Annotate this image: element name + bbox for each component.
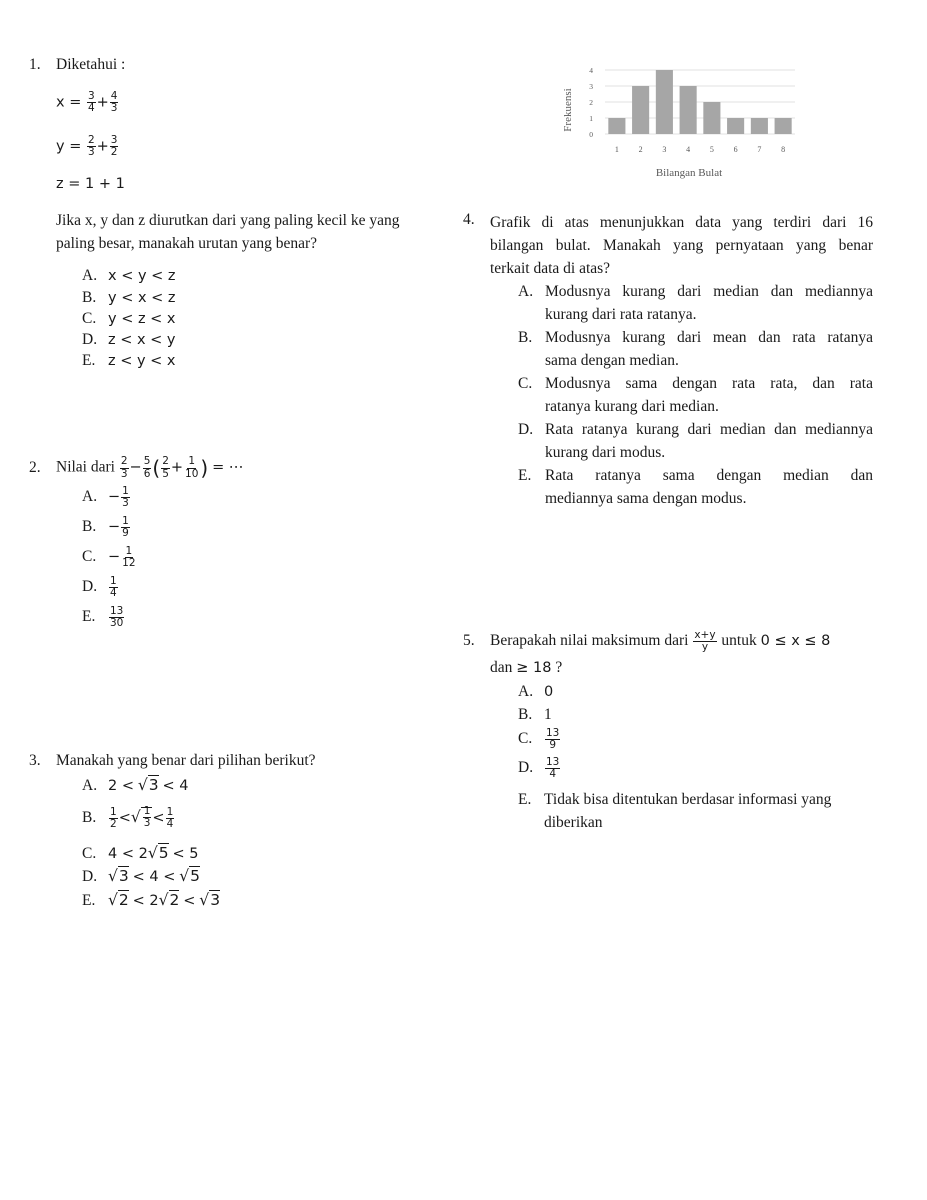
equation-z: z = 1 + 1 [56,176,125,192]
fraction: $\frac{1}{4}$ [110,575,117,600]
x-tick-label: 7 [757,145,762,154]
q5-option-a[interactable]: A. 0 [518,683,554,700]
q3-option-a[interactable]: A. 2 < √3 < 4 [82,776,189,794]
question-4: 4. Grafik di atas menunjukkan data yang terdiri dari 16 bilangan bulat. Manakah yang pernyataan yang benar terkait data di atas? [463,211,873,277]
q5-option-e[interactable]: E. Tidak bisa ditentukan berdasar informasi yang diberikan [518,791,832,831]
y-tick-label: 3 [589,82,593,91]
x-tick-label: 8 [781,145,786,154]
bar-3 [656,70,673,134]
fraction: $\frac{1}{9}$ [122,515,129,540]
q4-option-c[interactable]: C. Modusnya sama dengan rata rata, dan rata ratanya kurang dari median. [518,375,873,415]
x-tick-label: 3 [662,145,667,154]
y-tick-label: 2 [589,98,593,107]
y-tick-label: 4 [589,66,593,75]
q2-option-e[interactable]: E. $\frac{13}{30}$ [82,605,124,630]
q1-option-d[interactable]: D. z < x < y [82,331,176,348]
question-number: 1. [29,56,41,73]
x-tick-label: 2 [638,145,643,154]
frequency-bar-chart [555,60,805,185]
bar-5 [703,102,720,134]
x-tick-label: 6 [733,145,738,154]
q3-option-b[interactable]: B. $\frac{1}{2}$ <√ $\frac{1}{3}$ < $\frac{1}{4}$ [82,805,174,830]
question-1 [29,56,125,74]
fraction: $\frac{1}{12}$ [122,545,136,570]
q1-option-a[interactable]: A. x < y < z [82,267,176,284]
q4-option-b[interactable]: B. Modusnya kurang dari mean dan rata ratanya sama dengan median. [518,329,873,369]
question-2: 2. Nilai dari $\frac{2}{3}$ − $\frac{5}{6}$ ( $\frac{2}{5}$ + $\frac{1}{10}$ ) = ⋯ [29,455,244,480]
q4-option-e[interactable]: E. Rata ratanya sama dengan median dan mediannya sama dengan modus. [518,467,873,507]
q3-option-e[interactable]: E. √2 < 2√2 < √3 [82,891,221,909]
bar-2 [632,86,649,134]
q2-option-d[interactable]: D. $\frac{1}{4}$ [82,575,117,600]
q4-option-d[interactable]: D. Rata ratanya kurang dari median dan mediannya kurang dari modus. [518,421,873,461]
q4-option-a[interactable]: A. Modusnya kurang dari median dan mediannya kurang dari rata ratanya. [518,283,873,323]
question-3: 3. Manakah yang benar dari pilihan berikut? [29,752,316,769]
fraction: $\frac{1}{3}$ [122,485,129,510]
q2-option-a[interactable]: A. − $\frac{1}{3}$ [82,485,129,510]
q1-option-b[interactable]: B. y < x < z [82,289,176,306]
x-tick-label: 5 [709,145,714,154]
bar-8 [775,118,792,134]
q1-option-c[interactable]: C. y < z < x [82,310,176,327]
q3-option-d[interactable]: D. √3 < 4 < √5 [82,867,201,885]
question-1-text: Jika x, y dan z diurutkan dari yang paling kecil ke yang paling besar, manakah urutan yang benar? [56,212,400,252]
question-5-line2: dan ≥ 18 ? [490,659,563,676]
equation-x: x = $\frac{3}{4}$ + $\frac{4}{3}$ [56,90,118,115]
q5-option-b[interactable]: B. 1 [518,706,552,723]
q3-option-c[interactable]: C. 4 < 2√5 < 5 [82,844,199,862]
bar-4 [680,86,697,134]
x-tick-label: 4 [686,145,691,154]
x-tick-label: 1 [614,145,619,154]
y-tick-label: 0 [589,130,593,139]
fraction: $\frac{13}{30}$ [110,605,124,630]
q1-option-e[interactable]: E. z < y < x [82,352,176,369]
question-intro: Diketahui : [56,56,126,73]
q2-option-b[interactable]: B. − $\frac{1}{9}$ [82,515,129,540]
bar-7 [751,118,768,134]
q2-option-c[interactable]: C. − $\frac{1}{12}$ [82,545,136,570]
equation-y: y = $\frac{2}{3}$ + $\frac{3}{2}$ [56,134,118,159]
q5-option-d[interactable]: D. $\frac{13}{4}$ [518,756,560,781]
bar-6 [727,118,744,134]
y-axis-label: Frekuensi [562,88,574,132]
q5-option-c[interactable]: C. $\frac{13}{9}$ [518,727,560,752]
question-5: 5. Berapakah nilai maksimum dari $\frac{x+y}{y}$ untuk 0 ≤ x ≤ 8 [463,629,831,654]
y-tick-label: 1 [589,114,593,123]
x-axis-label: Bilangan Bulat [655,167,723,179]
bar-1 [608,118,625,134]
